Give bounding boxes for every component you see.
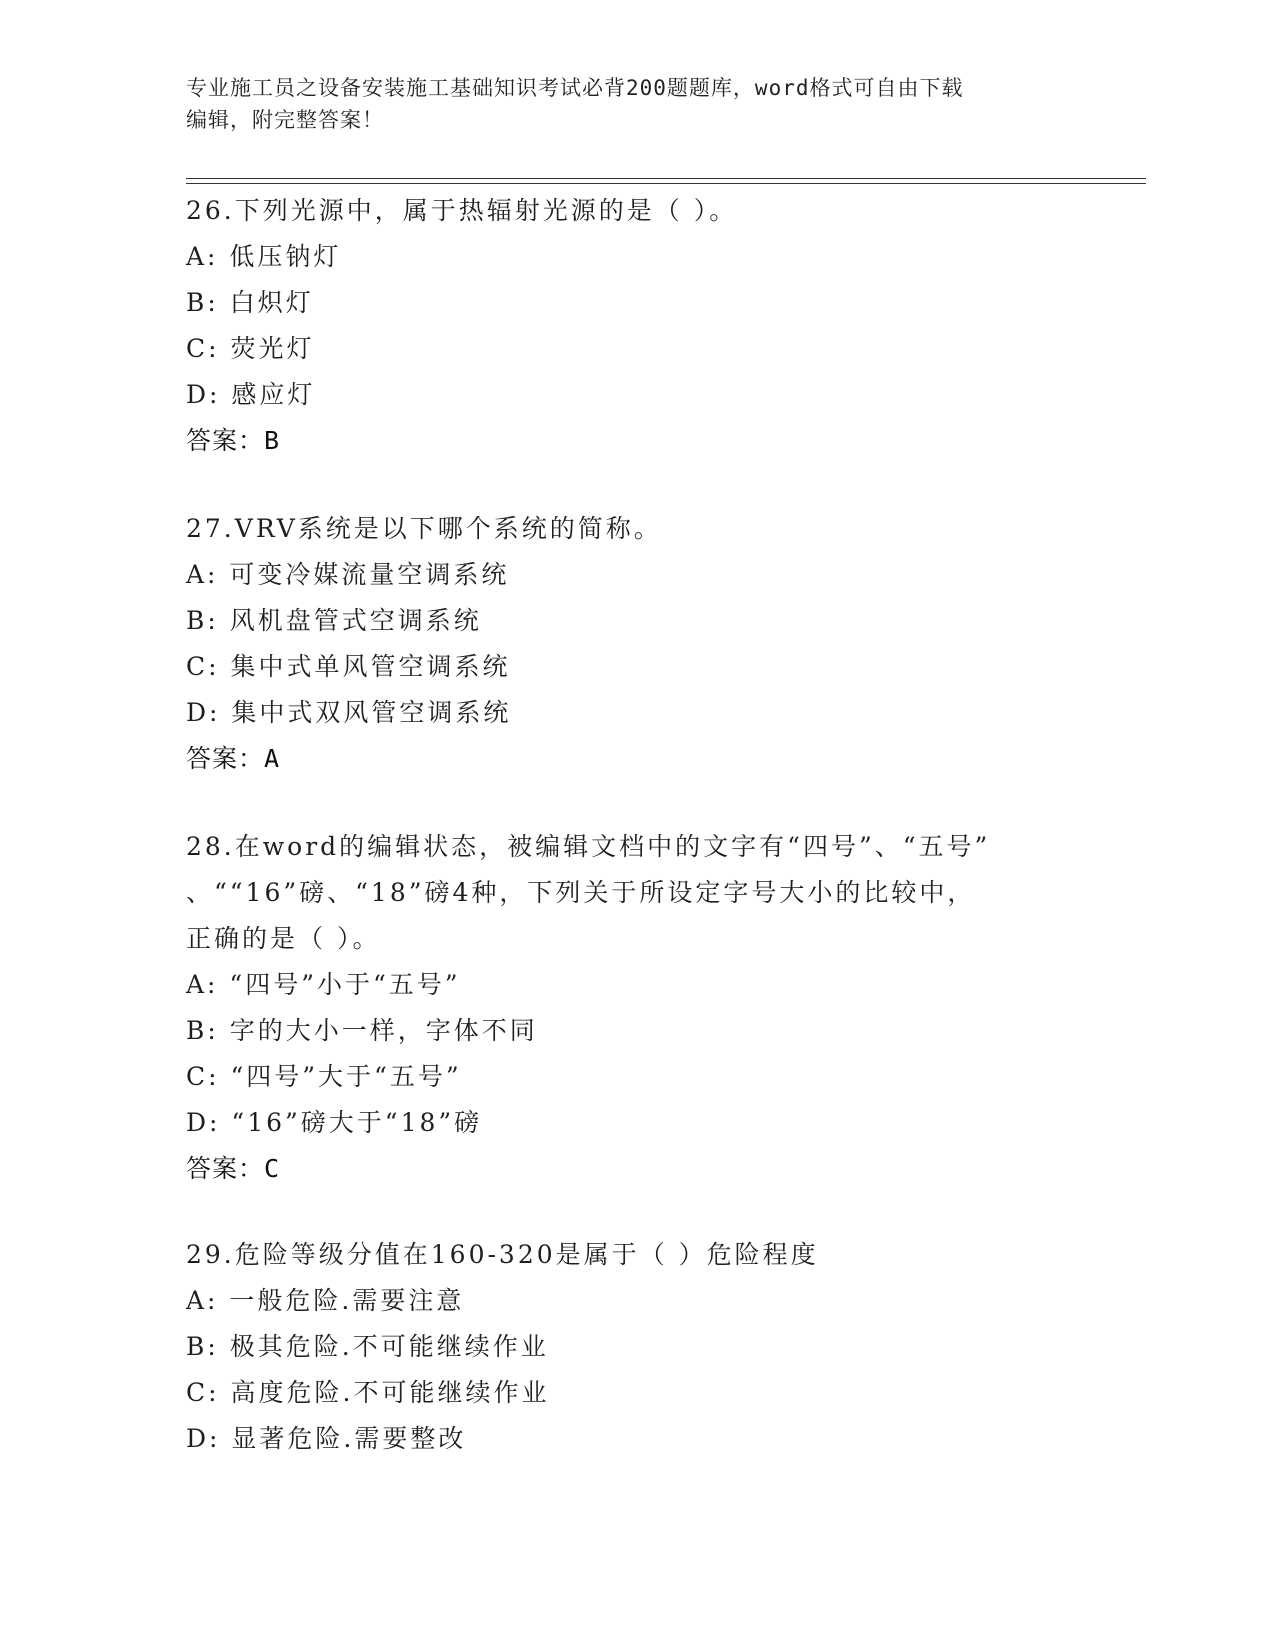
option-c: C: 荧光灯 [186,334,315,363]
answer-line: 答案：B [186,426,281,455]
header-divider-bottom [186,183,1146,184]
option-c: C: 集中式单风管空调系统 [186,652,511,681]
option-a: A: 可变冷媒流量空调系统 [186,560,510,589]
document-header [186,72,1086,136]
option-a: A: “四号”小于“五号” [186,970,461,999]
question-stem-line-1: 28.在word的编辑状态，被编辑文档中的文字有“四号”、“五号” [186,832,991,861]
header-divider-top [186,178,1146,179]
header-line-2: 编辑，附完整答案！ [186,108,384,132]
option-b: B: 字的大小一样，字体不同 [186,1016,538,1045]
header-line-1: 专业施工员之设备安装施工基础知识考试必背200题题库，word格式可自由下载 [186,76,964,100]
question-stem-line-3: 正确的是（ ）。 [186,924,381,953]
question-27 [186,506,1086,782]
option-a: A: 低压钠灯 [186,242,342,271]
option-a: A: 一般危险.需要注意 [186,1286,465,1315]
option-c: C: 高度危险.不可能继续作业 [186,1378,550,1407]
option-d: D: 感应灯 [186,380,316,409]
question-28 [186,824,1086,1192]
question-stem: 29.危险等级分值在160-320是属于（ ）危险程度 [186,1240,819,1269]
question-stem-line-2: 、““16”磅、“18”磅4种，下列关于所设定字号大小的比较中， [186,878,976,907]
option-c: C: “四号”大于“五号” [186,1062,462,1091]
question-stem: 26.下列光源中，属于热辐射光源的是（ ）。 [186,196,738,225]
option-d: D: “16”磅大于“18”磅 [186,1108,483,1137]
option-d: D: 集中式双风管空调系统 [186,698,512,727]
option-d: D: 显著危险.需要整改 [186,1424,467,1453]
option-b: B: 白炽灯 [186,288,314,317]
answer-line: 答案：A [186,744,281,773]
answer-line: 答案：C [186,1154,281,1183]
option-b: B: 风机盘管式空调系统 [186,606,482,635]
question-29 [186,1232,1086,1462]
option-b: B: 极其危险.不可能继续作业 [186,1332,549,1361]
question-26 [186,188,1086,464]
question-stem: 27.VRV系统是以下哪个系统的简称。 [186,514,662,543]
